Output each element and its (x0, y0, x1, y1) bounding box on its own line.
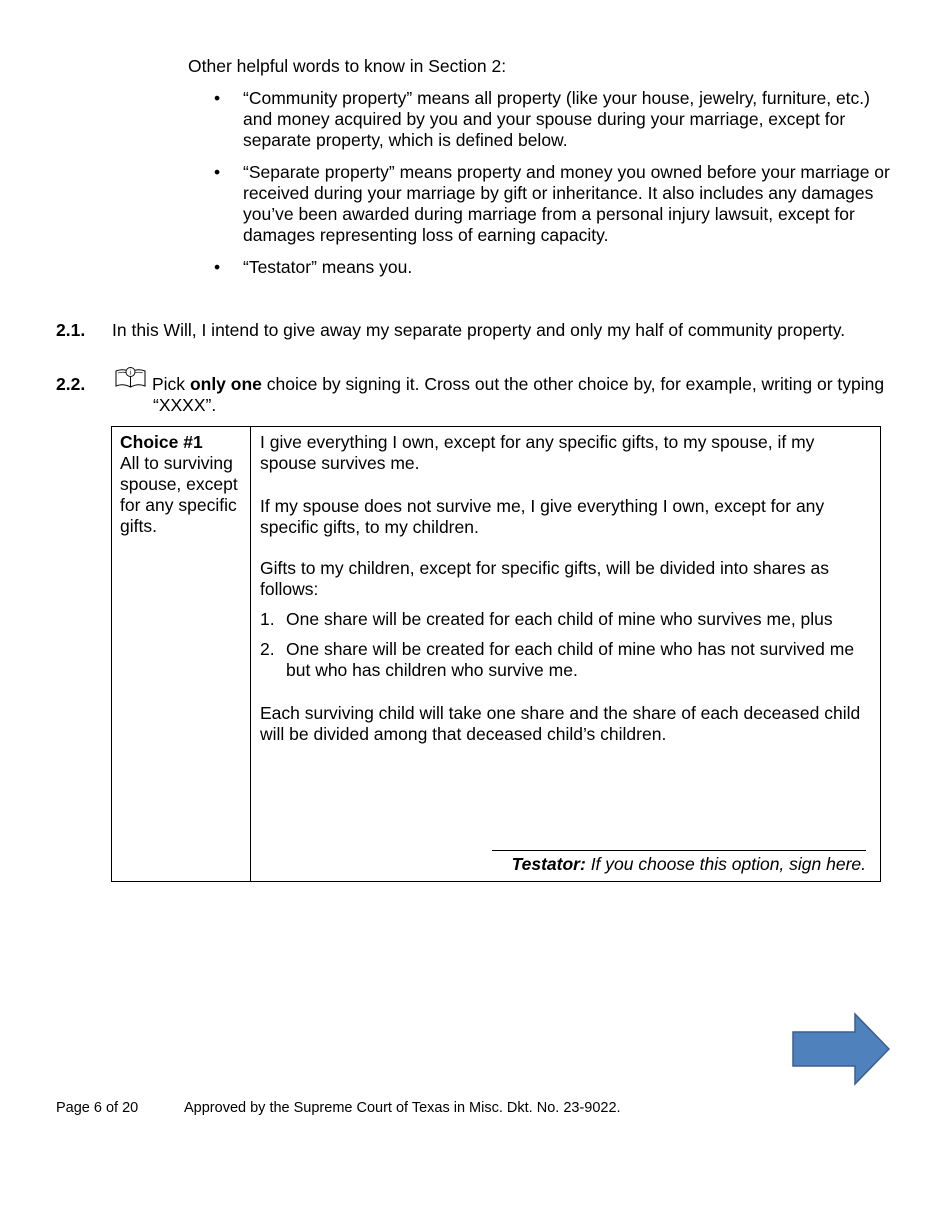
book-info-icon (114, 366, 148, 395)
right-arrow-icon[interactable] (791, 1012, 893, 1091)
definition-community-property: • “Community property” means all property (like your house, jewelry, furniture, etc.) and money acquired by you and your spouse during your marriage, except for separate property, which is defined below. (214, 88, 870, 150)
choice-1-title: Choice #1 (120, 432, 203, 452)
choice-1-para-1: I give everything I own, except for any specific gifts, to my spouse, if my spouse survives me. (260, 432, 815, 473)
choice-1-para-2: If my spouse does not survive me, I give everything I own, except for any specific gifts, to my children. (260, 496, 825, 537)
svg-text:i: i (129, 368, 132, 377)
choice-1-para-3: Gifts to my children, except for specific gifts, will be divided into shares as follows: (260, 558, 829, 599)
section-text: In this Will, I intend to give away my separate property and only my half of community property. (112, 320, 846, 340)
approval-notice: Approved by the Supreme Court of Texas in Misc. Dkt. No. 23-9022. (184, 1100, 621, 1116)
choice-1-para-4: Each surviving child will take one share and the share of each deceased child will be divided among that deceased child’s children. (260, 703, 861, 744)
bullet: • (214, 162, 221, 182)
definition-separate-property: • “Separate property” means property and money you owned before your marriage or received during your marriage by gift or inheritance. It also includes any damages you’ve been awarded during marriage from a personal injury lawsuit, except for damages representing loss of earning capacity. (214, 162, 890, 245)
choice-1-box (111, 426, 881, 882)
bullet: • (214, 88, 221, 108)
page-number: Page 6 of 20 (56, 1100, 139, 1116)
section-number: 2.1. (56, 320, 86, 340)
list-item: 2. One share will be created for each child of mine who has not survived me but who has children who survive me. (260, 639, 855, 680)
bullet: • (214, 257, 221, 277)
choice-1-label-cell (112, 427, 251, 881)
choice-1-terms-cell (252, 427, 880, 881)
definition-testator: • “Testator” means you. (214, 257, 413, 277)
list-item: 1. One share will be created for each child of mine who survives me, plus (260, 609, 833, 629)
choice-1-summary: All to surviving spouse, except for any specific gifts. (120, 453, 238, 536)
pick-instruction: Pick only one choice by signing it. Cross out the other choice by, for example, writing or typing “XXXX”. (152, 374, 885, 415)
signature-label: Testator: If you choose this option, sign here. (511, 854, 866, 874)
section-2-definitions (188, 56, 898, 289)
only-one-emphasis: only one (189, 374, 262, 394)
signature-line[interactable] (492, 850, 866, 851)
definitions-heading: Other helpful words to know in Section 2: (188, 56, 507, 76)
definitions-list (188, 88, 898, 278)
section-number: 2.2. (56, 374, 86, 394)
